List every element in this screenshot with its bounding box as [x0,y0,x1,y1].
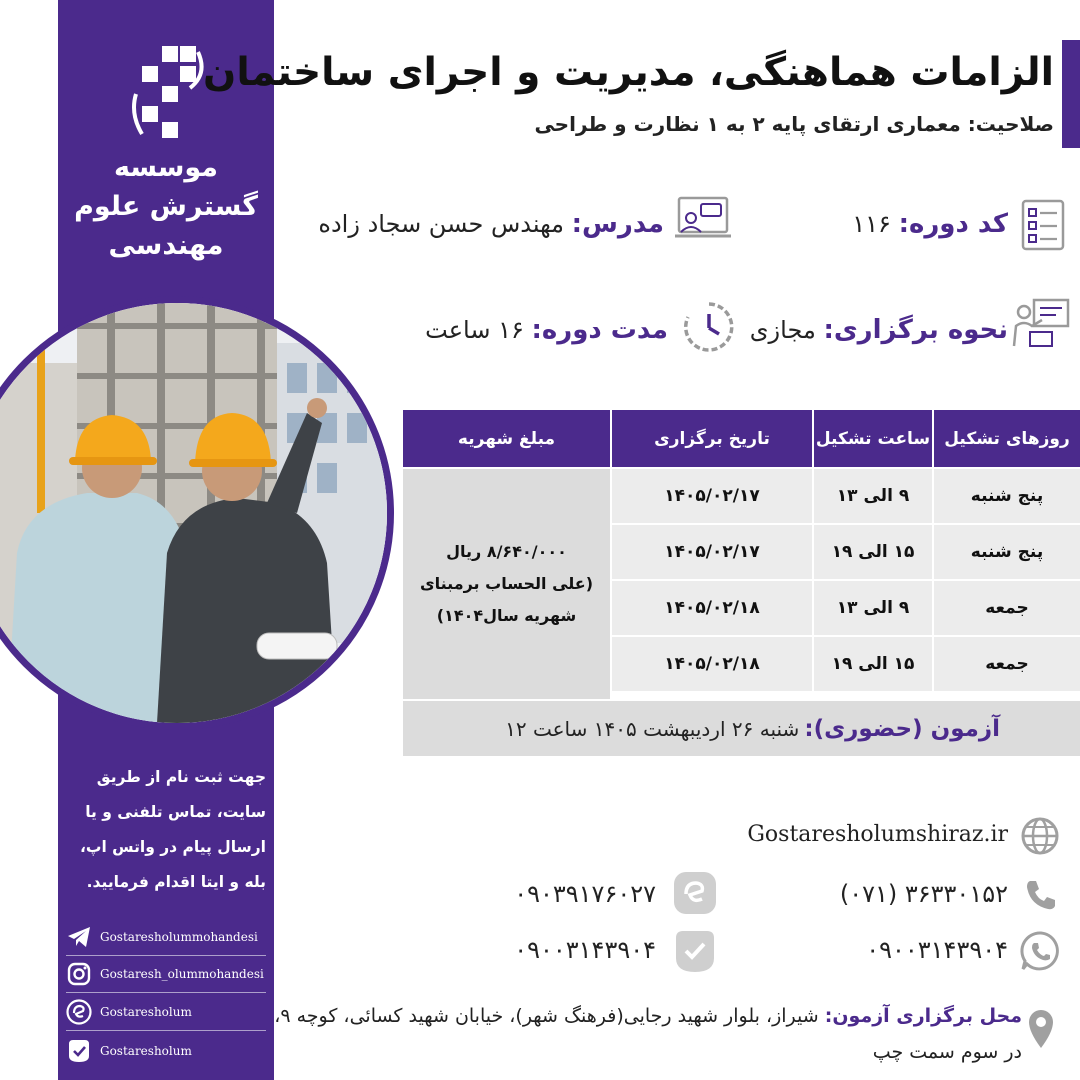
social-telegram[interactable] [66,920,271,954]
table-cell-day: جمعه [934,581,1080,635]
table-cell-day: پنج شنبه [934,525,1080,579]
eitaa-icon [672,870,718,916]
course-format-value: مجازی [749,316,816,344]
course-code-label: کد دوره: [898,209,1008,239]
location-pin-icon [1026,1008,1056,1050]
header-time: ساعت تشکیل [814,410,932,467]
instructor-label: مدرس: [571,209,664,239]
course-format-label: نحوه برگزاری: [823,315,1008,345]
engineers-photo [0,296,394,730]
table-cell-time: ۹ الی ۱۳ [814,469,932,523]
bale-icon [66,1038,92,1064]
institute-name [58,148,274,265]
divider [66,992,266,993]
title-accent-bar [1062,40,1080,148]
bale-icon [672,928,718,974]
institute-name-line1: موسسه [113,152,219,183]
fee-line2: (علی الحساب برمبنای [419,574,594,593]
social-eitaa[interactable] [66,995,271,1029]
table-cell-time: ۹ الی ۱۳ [814,581,932,635]
bale-handle: Gostaresholum [100,1044,192,1058]
table-cell-date: ۱۴۰۵/۰۲/۱۸ [612,637,812,691]
institute-name-line3: مهندسی [108,230,224,261]
instagram-icon [66,961,92,987]
exam-row [403,701,1080,756]
table-cell-date: ۱۴۰۵/۰۲/۱۸ [612,581,812,635]
phone-number[interactable]: (۰۷۱) ۳۶۳۳۰۱۵۲ [839,880,1008,908]
instructor [318,209,664,239]
whatsapp-icon [1020,930,1062,972]
telegram-handle: Gostaresholummohandesi [100,930,258,944]
whatsapp-number[interactable]: ۰۹۰۰۳۱۴۳۹۰۴ [866,936,1008,964]
exam-label: آزمون (حضوری): [804,715,1000,742]
instructor-value: مهندس حسن سجاد زاده [318,210,564,238]
course-duration-label: مدت دوره: [531,315,668,345]
exam-address [262,998,1022,1070]
course-code-value: ۱۱۶ [852,210,891,238]
eitaa-handle: Gostaresholum [100,1005,192,1019]
address-label: محل برگزاری آزمون: [824,1005,1022,1027]
address-value: شیراز، بلوار شهید رجایی(فرهنگ شهر)، خیابان شهید کسائی، کوچه ۹، در سوم سمت چپ [274,1005,1022,1063]
telegram-icon [66,924,92,950]
course-duration-value: ۱۶ ساعت [425,316,524,344]
instagram-handle: Gostaresh_olummohandesi [100,967,264,981]
schedule-table [403,410,1080,756]
eitaa-number[interactable]: ۰۹۰۳۹۱۷۶۰۲۷ [514,880,656,908]
table-cell-time: ۱۵ الی ۱۹ [814,637,932,691]
header-fee: مبلغ شهریه [403,410,610,467]
registration-text: جهت ثبت نام از طریق سایت، تماس تلفنی و یا ارسال پیام در واتس اپ، بله و ایتا اقدام فرمایید. [80,768,266,891]
exam-value: شنبه ۲۶ اردیبهشت ۱۴۰۵ ساعت ۱۲ [505,716,800,741]
table-cell-time: ۱۵ الی ۱۹ [814,525,932,579]
social-instagram[interactable] [66,957,271,991]
institute-name-line2: گسترش علوم [74,191,258,222]
table-cell-date: ۱۴۰۵/۰۲/۱۷ [612,525,812,579]
fee-line3: شهریه سال۱۴۰۴) [436,606,577,625]
table-cell-day: پنج شنبه [934,469,1080,523]
social-bale[interactable] [66,1034,271,1068]
tuition-fee-cell [403,469,610,699]
checklist-icon [1020,198,1066,252]
bale-number[interactable]: ۰۹۰۰۳۱۴۳۹۰۴ [514,936,656,964]
header-days: روزهای تشکیل [934,410,1080,467]
course-format [750,315,1008,345]
page-title: الزامات هماهنگی، مدیریت و اجرای ساختمان [203,50,1054,95]
fee-line1: ۸/۶۴۰/۰۰۰ ریال [446,542,567,561]
globe-icon [1020,816,1060,856]
divider [66,955,266,956]
institute-logo-icon [128,44,208,140]
presentation-icon [1012,296,1072,350]
page-subtitle: صلاحیت: معماری ارتقای پایه ۲ به ۱ نظارت و طراحی [534,112,1054,136]
phone-icon [1024,878,1058,912]
instructor-icon [675,192,731,248]
website-link[interactable]: Gostaresholumshiraz.ir [747,822,1008,847]
course-code [852,209,1008,239]
divider [66,1030,266,1031]
course-duration [425,315,668,345]
clock-icon [682,300,736,354]
header-date: تاریخ برگزاری [612,410,812,467]
eitaa-icon [66,999,92,1025]
table-cell-date: ۱۴۰۵/۰۲/۱۷ [612,469,812,523]
table-cell-day: جمعه [934,637,1080,691]
